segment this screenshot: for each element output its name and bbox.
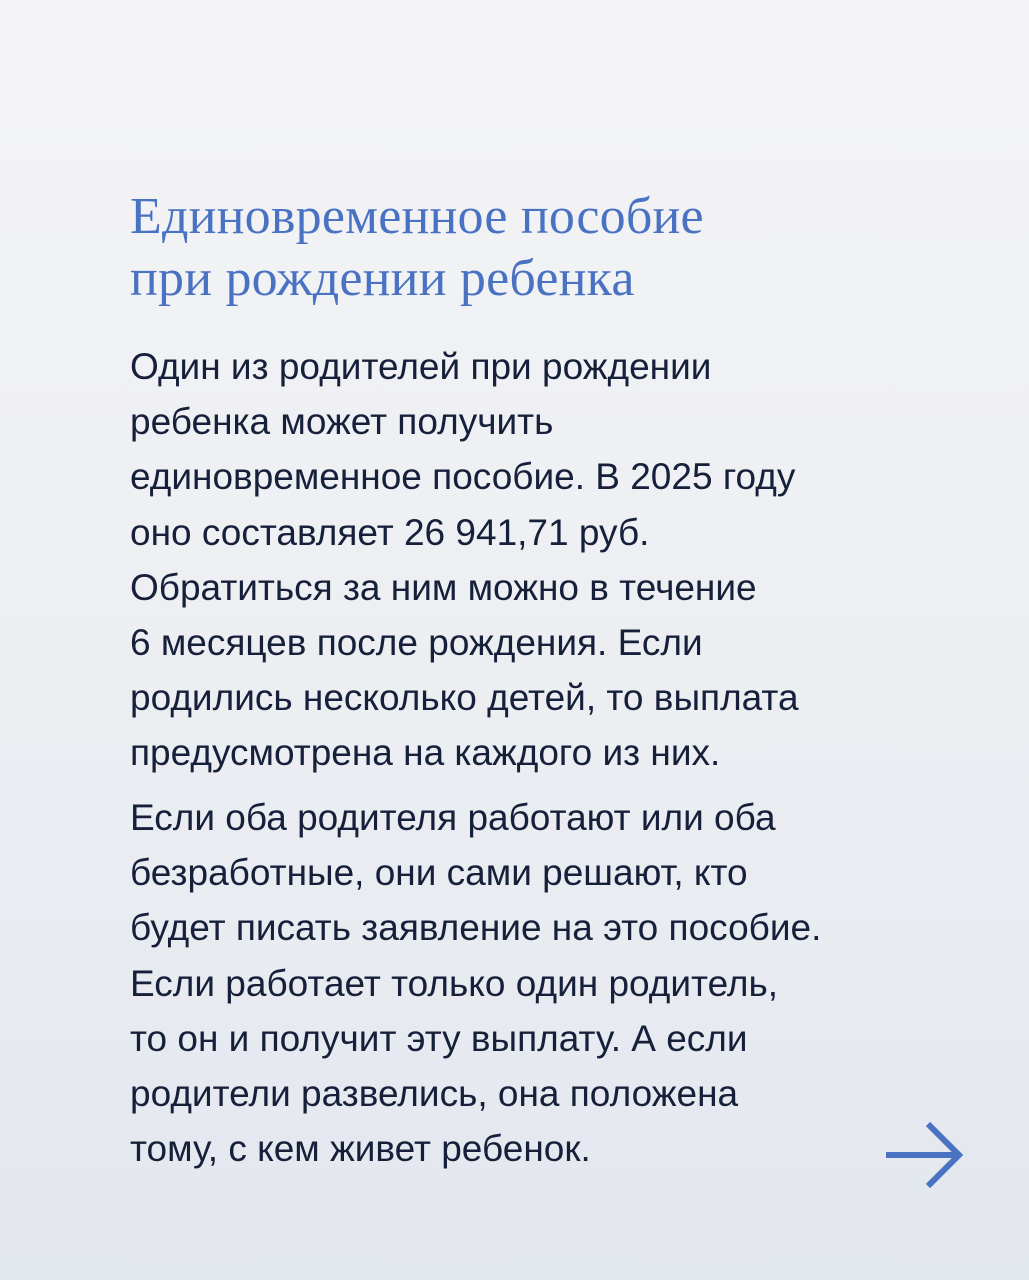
paragraph-line: безработные, они сами решают, кто — [130, 852, 748, 894]
paragraph-line: Если оба родителя работают или оба — [130, 797, 776, 838]
paragraph-line: ребенка может получить — [130, 401, 554, 443]
arrow-right-icon — [882, 1116, 966, 1194]
paragraph-line: родились несколько детей, то выплата — [130, 677, 799, 719]
paragraph-line: родители развелись, она положена — [130, 1073, 739, 1115]
paragraph-line: единовременное пособие. В 2025 году — [130, 456, 796, 498]
title-line: Единовременное пособие — [130, 188, 704, 245]
paragraph-line: будет писать заявление на это пособие. — [130, 907, 822, 949]
title-line: при рождении ребенка — [130, 250, 635, 307]
paragraph-line: предусмотрена на каждого из них. — [130, 732, 721, 774]
paragraph-line: Один из родителей при рождении — [130, 346, 712, 387]
body-paragraph-1 — [130, 339, 990, 781]
paragraph-line: Если работает только один родитель, — [130, 962, 779, 1004]
paragraph-line: оно составляет 26 941,71 руб. — [130, 511, 650, 553]
next-slide-button[interactable] — [882, 1116, 966, 1194]
page-title — [130, 186, 990, 310]
body-paragraph-2 — [130, 790, 990, 1176]
paragraph-line: тому, с кем живет ребенок. — [130, 1128, 591, 1170]
paragraph-line: Обратиться за ним можно в течение — [130, 566, 757, 608]
paragraph-line: то он и получит эту выплату. А если — [130, 1017, 748, 1059]
paragraph-line: 6 месяцев после рождения. Если — [130, 622, 703, 664]
